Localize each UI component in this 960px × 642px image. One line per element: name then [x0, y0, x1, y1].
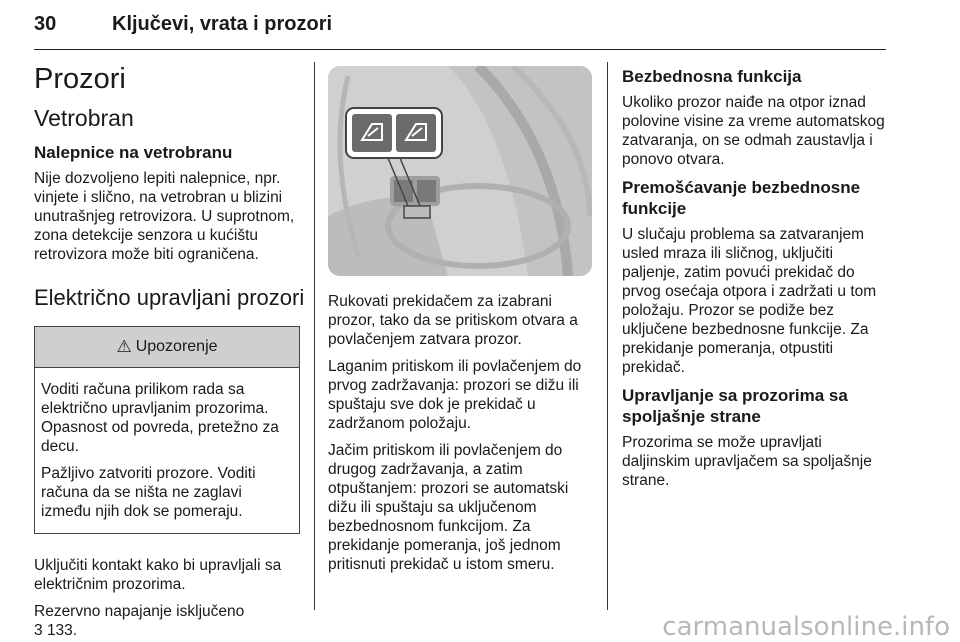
override-text: U slučaju problema sa zatvaranjem usled mraza ili sličnog, uključiti paljenje, zatim povući prekidač do prvog osećaja otpora i zadržati u tom položaju. Prozor se podiže bez uključene bezbednosne funkcije. Za prekidanje pomeranja, otpustiti prekidač. — [622, 226, 877, 376]
window-switch-photo — [328, 66, 592, 276]
safety-text: Ukoliko prozor naiđe na otpor iznad polovine visine za vreme automatskog zatvaranja, on se odmah zaustavlja i ponovo otvara. — [622, 94, 885, 168]
outside-operation-text: Prozorima se može upravljati daljinskim upravljačem sa spoljašnje strane. — [622, 434, 872, 489]
warning-title: Upozorenje — [135, 338, 218, 355]
column-divider — [607, 62, 608, 610]
window-switch-illustration — [328, 66, 592, 276]
column-divider — [314, 62, 315, 610]
page-header — [34, 13, 886, 50]
warning-text: Voditi računa prilikom rada sa električno upravljanim prozorima. Opasnost od povreda, pretežno za decu. — [41, 381, 279, 455]
retained-power-text: Rezervno napajanje isključeno — [34, 603, 245, 620]
power-windows-heading: Električno upravljani prozori — [34, 285, 305, 310]
sticker-text: Nije dozvoljeno lepiti nalepnice, npr. vinjete i slično, na vetrobran u blizini unutrašnjeg retrovizora. U suprotnom, zona detekcije senzora u kućištu retrovizora može biti ograničena. — [34, 170, 295, 263]
page-number: 30 — [34, 13, 57, 35]
reference-arrow-icon: 3 — [34, 622, 43, 639]
sticker-heading: Nalepnice na vetrobranu — [34, 143, 233, 162]
warning-box — [34, 326, 300, 534]
chapter-title: Ključevi, vrata i prozori — [112, 13, 333, 35]
ignition-text: Uključiti kontakt kako bi upravljali sa električnim prozorima. — [34, 557, 282, 593]
warning-text: Pažljivo zatvoriti prozore. Voditi računa da se ništa ne zaglavi između njih dok se pomeraju. — [41, 465, 256, 520]
watermark: carmanualsonline.info — [662, 612, 950, 642]
page-reference-link[interactable]: 133. — [46, 622, 78, 639]
middle-column — [328, 62, 592, 582]
section-title: Prozori — [34, 63, 126, 95]
subsection-title: Vetrobran — [34, 105, 134, 131]
retained-power-reference — [34, 602, 300, 640]
safety-heading: Bezbednosna funkcija — [622, 67, 802, 86]
first-detent-text: Laganim pritiskom ili povlačenjem do prvog zadržavanja: prozori se dižu ili spuštaju sve dok je prekidač u zadržanom položaju. — [328, 358, 582, 432]
switch-instruction: Rukovati prekidačem za izabrani prozor, tako da se pritiskom otvara a povlačenjem zatvara prozor. — [328, 293, 578, 348]
second-detent-text: Jačim pritiskom ili povlačenjem do drugog zadržavanja, a zatim otpuštanjem: prozori se automatski dižu ili spuštaju sa uključenom bezbednosnom funkcijom. Za prekidanje pomeranja, još jednom pritisnuti prekidač u istom smeru. — [328, 442, 569, 573]
outside-operation-heading: Upravljanje sa prozorima sa spoljašnje strane — [622, 386, 848, 426]
left-column — [34, 62, 305, 640]
warning-triangle-icon: ⚠ — [116, 337, 132, 356]
warning-header — [35, 327, 299, 368]
override-heading: Premošćavanje bezbednosne funkcije — [622, 178, 861, 218]
right-column — [622, 62, 888, 498]
